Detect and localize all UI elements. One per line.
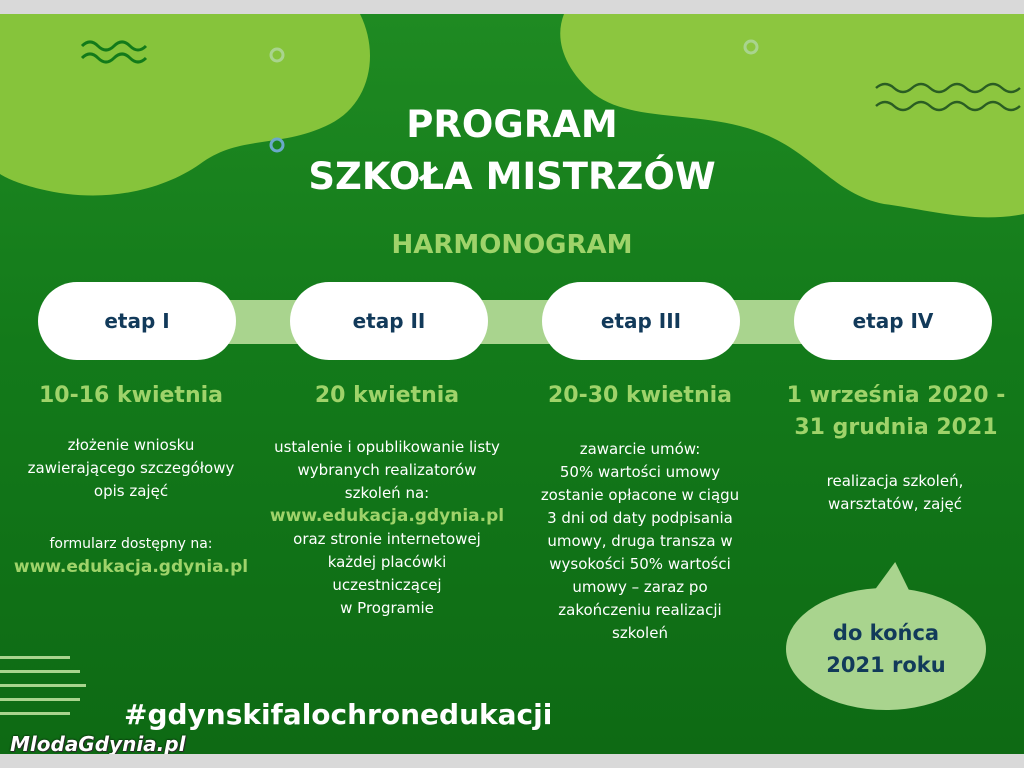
desc-line: wysokości 50% wartości (549, 555, 731, 573)
stage-pill-1: etap I (38, 282, 236, 360)
desc-line: ustalenie i opublikowanie listy (274, 438, 500, 456)
deadline-bubble (786, 588, 986, 710)
desc-line: zawierającego szczegółowy (27, 459, 235, 477)
desc-line: każdej placówki (327, 553, 447, 571)
stripes-decoration (0, 654, 90, 724)
stage-desc-3 (515, 438, 765, 645)
desc-line: umowy, druga transza w (547, 532, 733, 550)
website-link: www.edukacja.gdynia.pl (13, 557, 249, 577)
stage-pill-2: etap II (290, 282, 488, 360)
stage-desc-1 (6, 434, 256, 579)
desc-line: opis zajęć (93, 482, 169, 500)
bubble-line-1: do końca (832, 621, 940, 645)
website-link: www.edukacja.gdynia.pl (269, 506, 505, 526)
page-title (0, 102, 1024, 200)
desc-line: szkoleń na: (344, 484, 430, 502)
stage-date-1: 10-16 kwietnia (38, 383, 223, 408)
desc-line: w Programie (340, 599, 434, 617)
desc-line: umowy – zaraz po (572, 578, 708, 596)
stage-date-2: 20 kwietnia (314, 383, 460, 408)
site-logo (10, 732, 185, 754)
desc-line: zawarcie umów: (579, 440, 701, 458)
desc-line: zakończeniu realizacji (558, 601, 722, 619)
wave-icon (80, 38, 150, 68)
title-line-1: PROGRAM (406, 103, 618, 146)
stage-pill-4: etap IV (794, 282, 992, 360)
hashtag: #gdynskifalochronedukacji (124, 698, 553, 731)
stage-pill-3: etap III (542, 282, 740, 360)
title-line-2: SZKOŁA MISTRZÓW (308, 155, 716, 198)
stage-desc-2 (262, 436, 512, 620)
bubble-line-2: 2021 roku (826, 653, 946, 677)
subtitle: HARMONOGRAM (391, 230, 633, 260)
desc-line: warsztatów, zajęć (828, 495, 962, 513)
logo-text: MlodaGdynia.pl (10, 732, 186, 754)
circle-icon (268, 46, 286, 64)
stage-date-4-line-2: 31 grudnia 2021 (794, 415, 998, 440)
stage-desc-4 (770, 470, 1020, 516)
stage-date-4-line-1: 1 września 2020 - (786, 383, 1006, 408)
desc-line: szkoleń (612, 624, 668, 642)
desc-line: uczestniczącej (332, 576, 442, 594)
stage-date-3: 20-30 kwietnia (547, 383, 732, 408)
stage-date-4 (768, 380, 1024, 444)
desc-line: wybranych realizatorów (297, 461, 477, 479)
infographic (0, 14, 1024, 754)
desc-line: oraz stronie internetowej (293, 530, 481, 548)
desc-line: zostanie opłacone w ciągu (540, 486, 740, 504)
desc-line: realizacja szkoleń, (826, 472, 964, 490)
circle-icon (742, 38, 760, 56)
desc-line: 3 dni od daty podpisania (547, 509, 733, 527)
desc-line: 50% wartości umowy (559, 463, 721, 481)
timeline-bar (120, 300, 900, 344)
desc-line: złożenie wniosku (67, 436, 195, 454)
form-note: formularz dostępny na: (49, 536, 213, 552)
